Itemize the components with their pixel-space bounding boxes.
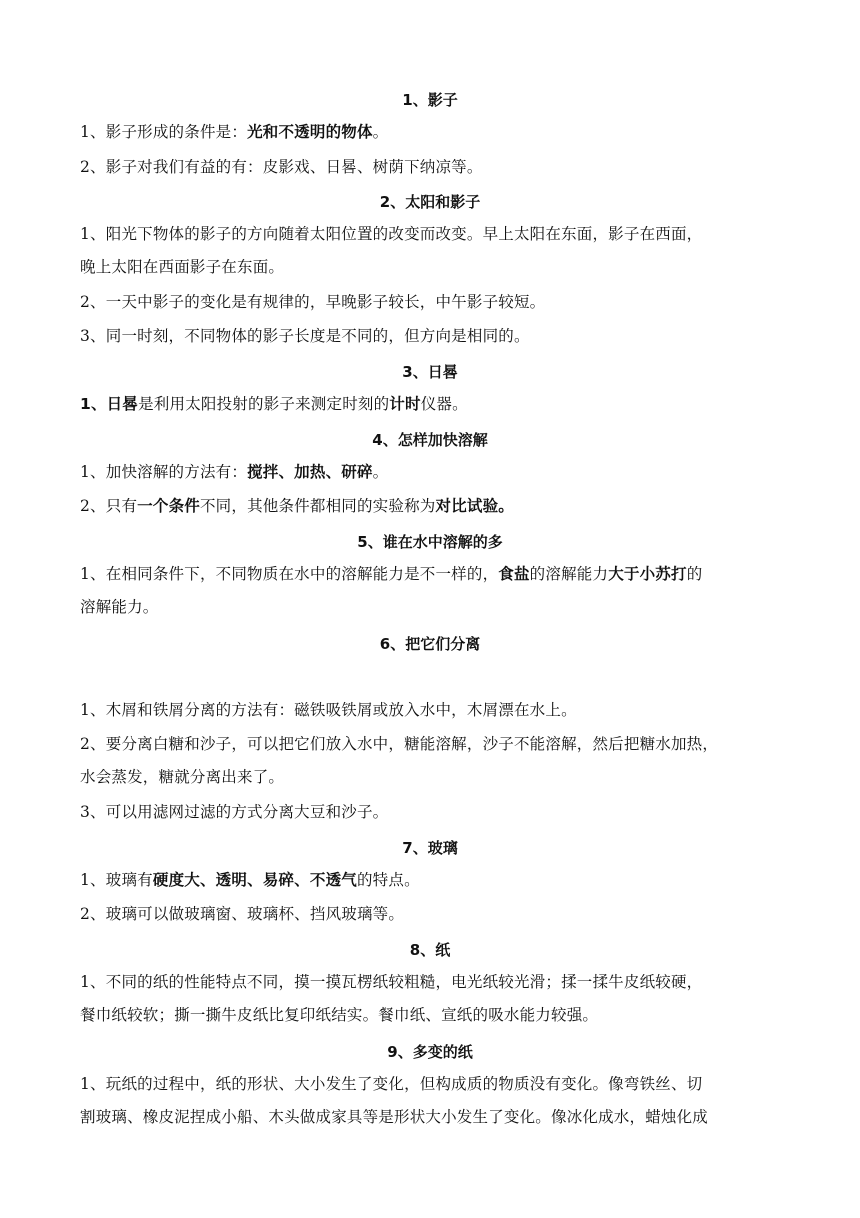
paragraph: 1、日晷是利用太阳投射的影子来测定时刻的计时仪器。 xyxy=(80,395,468,413)
paragraph: 2、影子对我们有益的有：皮影戏、日晷、树荫下纳凉等。 xyxy=(80,158,483,176)
section-heading: 4、怎样加快溶解 xyxy=(372,431,488,449)
paragraph: 2、只有一个条件不同，其他条件都相同的实验称为对比试验。 xyxy=(80,497,515,515)
paragraph: 1、玻璃有硬度大、透明、易碎、不透气的特点。 xyxy=(80,871,420,889)
paragraph: 3、可以用滤网过滤的方式分离大豆和沙子。 xyxy=(80,803,389,821)
section-heading: 7、玻璃 xyxy=(402,839,458,857)
section-heading: 6、把它们分离 xyxy=(379,635,481,653)
paragraph: 2、玻璃可以做玻璃窗、玻璃杯、挡风玻璃等。 xyxy=(80,905,405,923)
section-heading: 5、谁在水中溶解的多 xyxy=(357,533,503,551)
paragraph: 1、影子形成的条件是：光和不透明的物体。 xyxy=(80,123,389,141)
paragraph: 1、在相同条件下，不同物质在水中的溶解能力是不一样的，食盐的溶解能力大于小苏打的 溶解能力。 xyxy=(80,565,703,616)
section-heading: 3、日晷 xyxy=(402,363,458,381)
paragraph: 3、同一时刻，不同物体的影子长度是不同的，但方向是相同的。 xyxy=(80,327,530,345)
paragraph: 1、木屑和铁屑分离的方法有：磁铁吸铁屑或放入水中，木屑漂在水上。 xyxy=(80,701,577,719)
paragraph: 1、加快溶解的方法有：搅拌、加热、研碎。 xyxy=(80,463,389,481)
paragraph: 1、玩纸的过程中，纸的形状、大小发生了变化，但构成质的物质没有变化。像弯铁丝、切 割玻璃、橡皮泥捏成小船、木头做成家具等是形状大小发生了变化。像冰化成水，蜡烛化成 xyxy=(80,1075,709,1126)
section-heading: 1、影子 xyxy=(402,91,458,109)
paragraph: 1、阳光下物体的影子的方向随着太阳位置的改变而改变。早上太阳在东面，影子在西面， 晚上太阳在西面影子在东面。 xyxy=(80,225,703,276)
section-heading: 8、纸 xyxy=(409,941,451,959)
section-heading: 9、多变的纸 xyxy=(387,1043,473,1061)
paragraph: 2、一天中影子的变化是有规律的，早晚影子较长，中午影子较短。 xyxy=(80,293,546,311)
paragraph: 2、要分离白糖和沙子，可以把它们放入水中，糖能溶解，沙子不能溶解，然后把糖水加热， 水会蒸发，糖就分离出来了。 xyxy=(80,735,719,786)
paragraph: 1、不同的纸的性能特点不同，摸一摸瓦楞纸较粗糙，电光纸较光滑；揉一揉牛皮纸较硬， 餐巾纸较软；撕一撕牛皮纸比复印纸结实。餐巾纸、宣纸的吸水能力较强。 xyxy=(80,973,703,1024)
section-heading: 2、太阳和影子 xyxy=(379,193,481,211)
